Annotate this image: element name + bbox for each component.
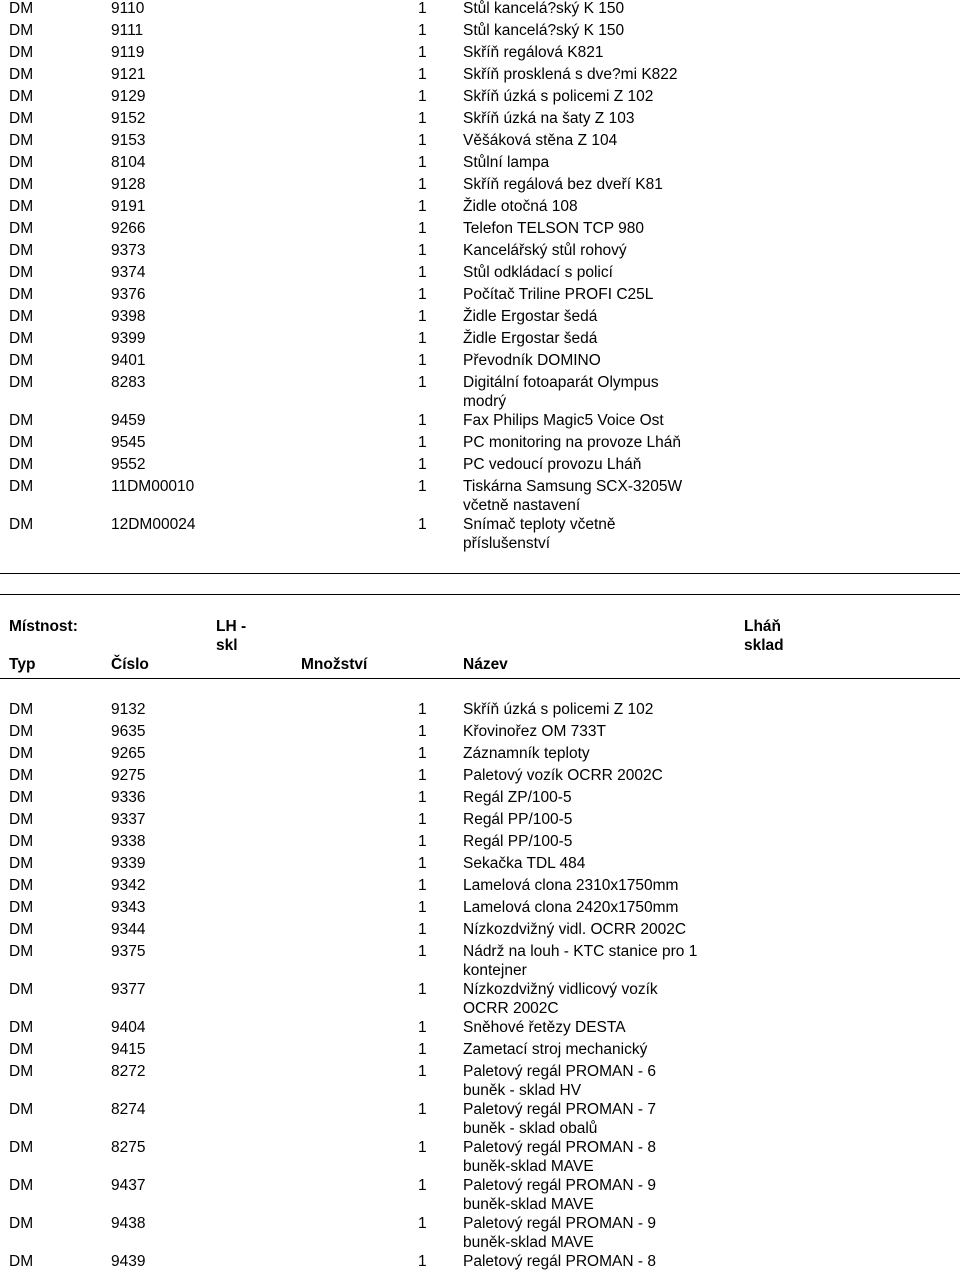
name-cell: Sekačka TDL 484 [463, 855, 586, 872]
name-cell: Skříň úzká s policemi Z 102 [463, 701, 654, 718]
type-cell: DM [9, 286, 34, 303]
header-divider [0, 678, 960, 679]
number-cell: 9110 [111, 0, 145, 17]
number-cell: 8274 [111, 1101, 146, 1118]
type-cell: DM [9, 220, 34, 237]
number-cell: 9342 [111, 877, 146, 894]
room-name: Lháň [744, 618, 782, 635]
room-code: LH - [216, 618, 247, 635]
name-cell-continuation: včetně nastavení [463, 497, 581, 514]
column-header-number: Číslo [111, 656, 149, 673]
type-cell: DM [9, 154, 34, 171]
quantity-cell: 1 [418, 921, 427, 938]
number-cell: 9275 [111, 767, 146, 784]
name-cell-continuation: OCRR 2002C [463, 1000, 559, 1017]
name-cell: Křovinořez OM 733T [463, 723, 606, 740]
type-cell: DM [9, 516, 34, 533]
name-cell: Skříň regálová bez dveří K81 [463, 176, 663, 193]
number-cell: 9376 [111, 286, 146, 303]
number-cell: 9377 [111, 981, 146, 998]
type-cell: DM [9, 877, 34, 894]
number-cell: 9336 [111, 789, 146, 806]
quantity-cell: 1 [418, 352, 427, 369]
name-cell: Regál PP/100-5 [463, 833, 573, 850]
number-cell: 9337 [111, 811, 146, 828]
room-code-suffix: skl [216, 637, 238, 654]
name-cell: Skříň úzká na šaty Z 103 [463, 110, 635, 127]
type-cell: DM [9, 1101, 34, 1118]
name-cell: Paletový regál PROMAN - 6 [463, 1063, 656, 1080]
number-cell: 9338 [111, 833, 146, 850]
name-cell: Paletový regál PROMAN - 8 [463, 1253, 656, 1270]
name-cell: Paletový vozík OCRR 2002C [463, 767, 663, 784]
quantity-cell: 1 [418, 899, 427, 916]
name-cell: Regál ZP/100-5 [463, 789, 572, 806]
name-cell: Lamelová clona 2420x1750mm [463, 899, 679, 916]
number-cell: 8104 [111, 154, 146, 171]
quantity-cell: 1 [418, 1041, 427, 1058]
type-cell: DM [9, 789, 34, 806]
type-cell: DM [9, 132, 34, 149]
quantity-cell: 1 [418, 154, 427, 171]
number-cell: 9401 [111, 352, 146, 369]
type-cell: DM [9, 1253, 34, 1270]
quantity-cell: 1 [418, 1101, 427, 1118]
type-cell: DM [9, 767, 34, 784]
name-cell: PC vedoucí provozu Lháň [463, 456, 642, 473]
name-cell: Skříň úzká s policemi Z 102 [463, 88, 654, 105]
number-cell: 9153 [111, 132, 146, 149]
name-cell: Nádrž na louh - KTC stanice pro 1 [463, 943, 698, 960]
quantity-cell: 1 [418, 132, 427, 149]
quantity-cell: 1 [418, 1139, 427, 1156]
number-cell: 9438 [111, 1215, 146, 1232]
number-cell: 9459 [111, 412, 146, 429]
quantity-cell: 1 [418, 66, 427, 83]
type-cell: DM [9, 330, 34, 347]
type-cell: DM [9, 22, 34, 39]
type-cell: DM [9, 308, 34, 325]
name-cell: Paletový regál PROMAN - 8 [463, 1139, 656, 1156]
number-cell: 9404 [111, 1019, 146, 1036]
name-cell-continuation: buněk-sklad MAVE [463, 1196, 594, 1213]
quantity-cell: 1 [418, 198, 427, 215]
number-cell: 9339 [111, 855, 146, 872]
type-cell: DM [9, 1215, 34, 1232]
quantity-cell: 1 [418, 789, 427, 806]
number-cell: 11DM00010 [111, 478, 195, 495]
quantity-cell: 1 [418, 767, 427, 784]
number-cell: 9121 [111, 66, 146, 83]
column-header-type: Typ [9, 656, 36, 673]
name-cell-continuation: příslušenství [463, 535, 551, 552]
name-cell: PC monitoring na provoze Lháň [463, 434, 681, 451]
section-divider-lower [0, 594, 960, 595]
name-cell: Počítač Triline PROFI C25L [463, 286, 654, 303]
number-cell: 9375 [111, 943, 146, 960]
name-cell-continuation: modrý [463, 393, 507, 410]
type-cell: DM [9, 1139, 34, 1156]
type-cell: DM [9, 981, 34, 998]
name-cell: Sněhové řetězy DESTA [463, 1019, 626, 1036]
name-cell: Stůl odkládací s policí [463, 264, 613, 281]
number-cell: 9344 [111, 921, 146, 938]
type-cell: DM [9, 66, 34, 83]
type-cell: DM [9, 478, 34, 495]
quantity-cell: 1 [418, 286, 427, 303]
number-cell: 9374 [111, 264, 146, 281]
type-cell: DM [9, 745, 34, 762]
type-cell: DM [9, 921, 34, 938]
quantity-cell: 1 [418, 855, 427, 872]
type-cell: DM [9, 1177, 34, 1194]
number-cell: 8283 [111, 374, 146, 391]
name-cell-continuation: buněk-sklad MAVE [463, 1234, 594, 1251]
name-cell: Převodník DOMINO [463, 352, 601, 369]
section-divider-upper [0, 573, 960, 574]
number-cell: 9152 [111, 110, 146, 127]
name-cell: Záznamník teploty [463, 745, 590, 762]
number-cell: 9437 [111, 1177, 146, 1194]
quantity-cell: 1 [418, 22, 427, 39]
name-cell: Paletový regál PROMAN - 7 [463, 1101, 656, 1118]
name-cell: Zametací stroj mechanický [463, 1041, 648, 1058]
type-cell: DM [9, 723, 34, 740]
type-cell: DM [9, 412, 34, 429]
column-header-name: Název [463, 656, 508, 673]
name-cell: Nízkozdvižný vidl. OCRR 2002C [463, 921, 687, 938]
quantity-cell: 1 [418, 1253, 427, 1270]
name-cell-continuation: kontejner [463, 962, 527, 979]
name-cell-continuation: buněk-sklad MAVE [463, 1158, 594, 1175]
type-cell: DM [9, 44, 34, 61]
quantity-cell: 1 [418, 745, 427, 762]
type-cell: DM [9, 434, 34, 451]
name-cell: Kancelářský stůl rohový [463, 242, 627, 259]
number-cell: 9373 [111, 242, 146, 259]
number-cell: 9343 [111, 899, 146, 916]
quantity-cell: 1 [418, 330, 427, 347]
quantity-cell: 1 [418, 44, 427, 61]
quantity-cell: 1 [418, 478, 427, 495]
type-cell: DM [9, 0, 34, 17]
name-cell: Paletový regál PROMAN - 9 [463, 1177, 656, 1194]
name-cell: Paletový regál PROMAN - 9 [463, 1215, 656, 1232]
type-cell: DM [9, 855, 34, 872]
quantity-cell: 1 [418, 308, 427, 325]
quantity-cell: 1 [418, 88, 427, 105]
number-cell: 9398 [111, 308, 146, 325]
name-cell: Židle Ergostar šedá [463, 308, 598, 325]
room-label: Místnost: [9, 618, 78, 635]
quantity-cell: 1 [418, 1215, 427, 1232]
quantity-cell: 1 [418, 981, 427, 998]
name-cell: Tiskárna Samsung SCX-3205W [463, 478, 683, 495]
quantity-cell: 1 [418, 943, 427, 960]
name-cell: Skříň regálová K821 [463, 44, 604, 61]
number-cell: 9545 [111, 434, 146, 451]
type-cell: DM [9, 899, 34, 916]
quantity-cell: 1 [418, 701, 427, 718]
number-cell: 9266 [111, 220, 146, 237]
type-cell: DM [9, 1041, 34, 1058]
name-cell: Skříň prosklená s dve?mi K822 [463, 66, 678, 83]
name-cell: Židle otočná 108 [463, 198, 578, 215]
number-cell: 9439 [111, 1253, 146, 1270]
column-header-quantity: Množství [301, 656, 368, 673]
type-cell: DM [9, 374, 34, 391]
name-cell: Regál PP/100-5 [463, 811, 573, 828]
quantity-cell: 1 [418, 1063, 427, 1080]
type-cell: DM [9, 811, 34, 828]
quantity-cell: 1 [418, 110, 427, 127]
number-cell: 9132 [111, 701, 146, 718]
quantity-cell: 1 [418, 0, 427, 17]
name-cell: Židle Ergostar šedá [463, 330, 598, 347]
type-cell: DM [9, 88, 34, 105]
type-cell: DM [9, 833, 34, 850]
quantity-cell: 1 [418, 1019, 427, 1036]
type-cell: DM [9, 1019, 34, 1036]
quantity-cell: 1 [418, 811, 427, 828]
name-cell-continuation: buněk - sklad obalů [463, 1120, 598, 1137]
quantity-cell: 1 [418, 374, 427, 391]
type-cell: DM [9, 943, 34, 960]
name-cell-continuation: buněk - sklad HV [463, 1082, 582, 1099]
type-cell: DM [9, 352, 34, 369]
name-cell: Telefon TELSON TCP 980 [463, 220, 644, 237]
number-cell: 9128 [111, 176, 146, 193]
quantity-cell: 1 [418, 723, 427, 740]
quantity-cell: 1 [418, 264, 427, 281]
number-cell: 9191 [111, 198, 146, 215]
number-cell: 9119 [111, 44, 145, 61]
number-cell: 9129 [111, 88, 146, 105]
number-cell: 9111 [111, 22, 144, 39]
type-cell: DM [9, 110, 34, 127]
name-cell: Věšáková stěna Z 104 [463, 132, 618, 149]
number-cell: 9552 [111, 456, 146, 473]
quantity-cell: 1 [418, 412, 427, 429]
quantity-cell: 1 [418, 176, 427, 193]
quantity-cell: 1 [418, 434, 427, 451]
quantity-cell: 1 [418, 1177, 427, 1194]
name-cell: Snímač teploty včetně [463, 516, 616, 533]
type-cell: DM [9, 1063, 34, 1080]
type-cell: DM [9, 264, 34, 281]
number-cell: 9635 [111, 723, 146, 740]
quantity-cell: 1 [418, 833, 427, 850]
name-cell: Stůl kancelá?ský K 150 [463, 22, 625, 39]
name-cell: Lamelová clona 2310x1750mm [463, 877, 679, 894]
number-cell: 8275 [111, 1139, 146, 1156]
name-cell: Stůlní lampa [463, 154, 550, 171]
quantity-cell: 1 [418, 242, 427, 259]
type-cell: DM [9, 701, 34, 718]
number-cell: 9415 [111, 1041, 146, 1058]
name-cell: Nízkozdvižný vidlicový vozík [463, 981, 658, 998]
name-cell: Fax Philips Magic5 Voice Ost [463, 412, 664, 429]
number-cell: 9265 [111, 745, 146, 762]
quantity-cell: 1 [418, 877, 427, 894]
type-cell: DM [9, 242, 34, 259]
room-name-suffix: sklad [744, 637, 784, 654]
quantity-cell: 1 [418, 516, 427, 533]
type-cell: DM [9, 456, 34, 473]
quantity-cell: 1 [418, 456, 427, 473]
name-cell: Stůl kancelá?ský K 150 [463, 0, 625, 17]
number-cell: 9399 [111, 330, 146, 347]
quantity-cell: 1 [418, 220, 427, 237]
name-cell: Digitální fotoaparát Olympus [463, 374, 659, 391]
type-cell: DM [9, 176, 34, 193]
number-cell: 8272 [111, 1063, 146, 1080]
number-cell: 12DM00024 [111, 516, 196, 533]
type-cell: DM [9, 198, 34, 215]
